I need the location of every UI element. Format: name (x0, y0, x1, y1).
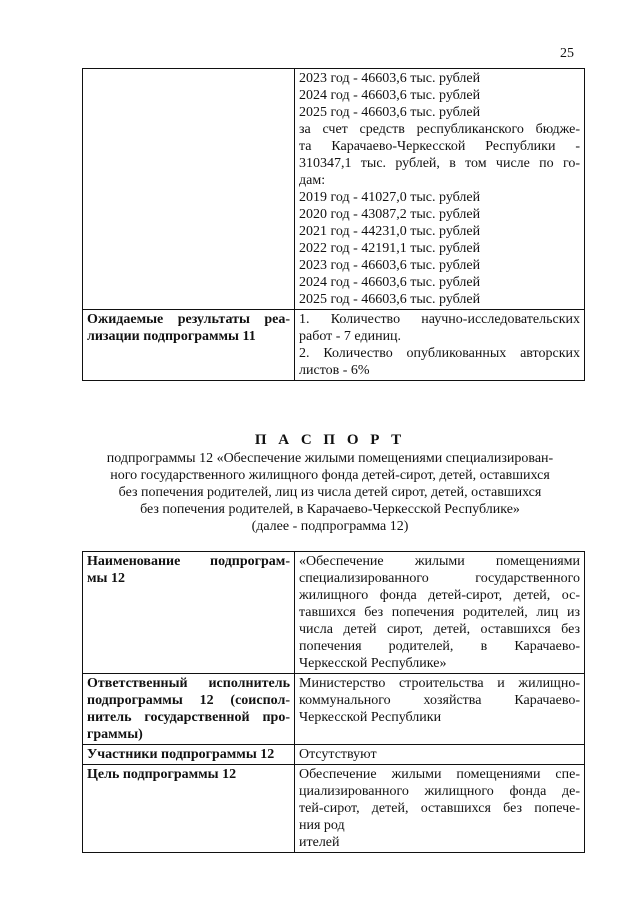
table-row (83, 674, 585, 745)
value-line: 1. Количество научно-исследовательских (299, 312, 580, 327)
label-line: лизации подпрограммы 11 (87, 329, 256, 344)
value-line: 2024 год - 46603,6 тыс. рублей (299, 275, 481, 290)
value-line: Министерство строительства и жилищно- (299, 676, 580, 691)
value-line: попечения родителей, в Карачаево- (299, 639, 580, 654)
table-row (83, 765, 585, 853)
value-line: работ - 7 единиц. (299, 329, 402, 344)
row-label-goal (83, 765, 295, 853)
label-line: граммы) (87, 727, 143, 742)
row-label (83, 69, 295, 310)
value-line: «Обеспечение жилыми помещениями (299, 554, 580, 569)
table-subprogram-11 (82, 68, 585, 381)
row-label-expected-results (83, 310, 295, 381)
table-row (83, 69, 585, 310)
value-line: дам: (299, 173, 326, 188)
value-line: 2022 год - 42191,1 тыс. рублей (299, 241, 481, 256)
value-line: 2020 год - 43087,2 тыс. рублей (299, 207, 481, 222)
passport-heading (60, 432, 600, 535)
value-line: 2021 год - 44231,0 тыс. рублей (299, 224, 481, 239)
value-line: ния род (299, 818, 345, 833)
value-line: 2023 год - 46603,6 тыс. рублей (299, 71, 481, 86)
row-value (295, 310, 585, 381)
label-line: Ответственный исполнитель (87, 676, 290, 691)
label-line: нитель государственной про- (87, 710, 290, 725)
value-line: ителей (299, 835, 340, 850)
value-line: за счет средств республиканского бюдже- (299, 122, 580, 137)
value-line: тей-сирот, детей, оставшихся без попече- (299, 801, 580, 816)
row-value (295, 69, 585, 310)
value-line: 2025 год - 46603,6 тыс. рублей (299, 105, 481, 120)
passport-subtitle-line: без попечения родителей, лиц из числа детей сирот, детей, оставшихся (118, 485, 542, 500)
row-label-responsible (83, 674, 295, 745)
passport-subtitle-line: ного государственного жилищного фонда детей-сирот, детей, оставшихся (110, 468, 550, 483)
label-line: подпрограммы 12 (соиспол- (87, 693, 290, 708)
label-line: Ожидаемые результаты реа- (87, 312, 290, 327)
passport-subtitle-line: (далее - подпрограмма 12) (251, 519, 409, 534)
value-line: Обеспечение жилыми помещениями спе- (299, 767, 580, 782)
value-line: жилищного фонда детей-сирот, детей, ос- (299, 588, 580, 603)
value-line: тавшихся без попечения родителей, лиц из (299, 605, 580, 620)
table-row (83, 310, 585, 381)
label-line: Участники подпрограммы 12 (87, 747, 275, 762)
row-label-name (83, 552, 295, 674)
row-value (295, 745, 585, 765)
passport-subtitle-line: подпрограммы 12 «Обеспечение жилыми помещениями специализирован- (106, 451, 554, 466)
label-line: Цель подпрограммы 12 (87, 767, 237, 782)
value-line: та Карачаево-Черкесской Республики - (299, 139, 580, 154)
value-line: 2019 год - 41027,0 тыс. рублей (299, 190, 481, 205)
row-value (295, 674, 585, 745)
value-line: Черкесской Республики (299, 710, 442, 725)
value-line: циализированного жилищного фонда де- (299, 784, 580, 799)
row-value (295, 552, 585, 674)
value-line: специализированного государственного (299, 571, 580, 586)
value-line: 2024 год - 46603,6 тыс. рублей (299, 88, 481, 103)
value-line: 2025 год - 46603,6 тыс. рублей (299, 292, 481, 307)
passport-subtitle-line: без попечения родителей, в Карачаево-Черкесской Республике» (140, 502, 520, 517)
label-line: Наименование подпрограм- (87, 554, 290, 569)
table-row (83, 745, 585, 765)
value-line: листов - 6% (299, 363, 370, 378)
table-passport-12 (82, 551, 585, 853)
label-line: мы 12 (87, 571, 125, 586)
table-row (83, 552, 585, 674)
row-value (295, 765, 585, 853)
value-line: Отсутствуют (299, 747, 377, 762)
value-line: числа детей сирот, детей, оставшихся без (299, 622, 580, 637)
row-label-participants (83, 745, 295, 765)
value-line: 2. Количество опубликованных авторских (299, 346, 580, 361)
page-number: 25 (560, 46, 574, 61)
value-line: 310347,1 тыс. рублей, в том числе по го- (299, 156, 580, 171)
value-line: Черкесской Республике» (299, 656, 447, 671)
value-line: коммунального хозяйства Карачаево- (299, 693, 580, 708)
passport-title: П А С П О Р Т (254, 432, 406, 448)
value-line: 2023 год - 46603,6 тыс. рублей (299, 258, 481, 273)
